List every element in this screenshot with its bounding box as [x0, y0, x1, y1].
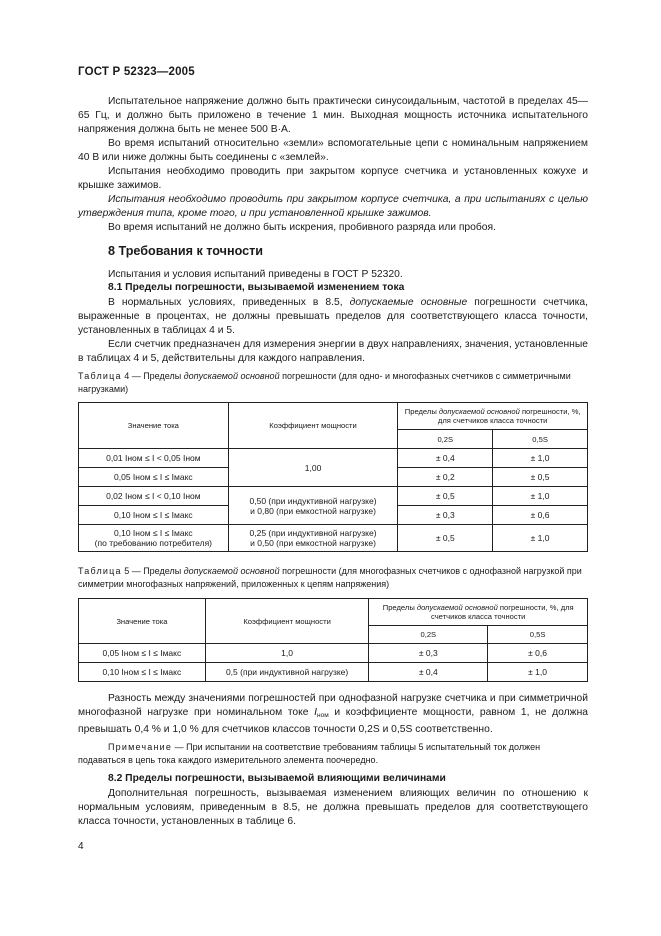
table-row-current: 0,02 Iном ≤ I < 0,10 Iном [79, 487, 229, 506]
page-number: 4 [78, 841, 84, 852]
table-5-header-pf: Коэффициент мощности [205, 599, 369, 644]
subsection-8-1-title: 8.1 Пределы погрешности, вызываемой изменением тока [108, 282, 405, 293]
paragraph-additional-error: Дополнительная погрешность, вызываемая изменением влияющих величин по отношению к нормальным условиям, приведенным в 8.5, не должна превышать пределов для соответствующего класса точности, установленных в таблице 6. [78, 788, 588, 828]
subsection-8-2-title: 8.2 Пределы погрешности, вызываемой влияющими величинами [108, 773, 446, 784]
table-4-caption: Таблица 4 — Пределы допускаемой основной погрешности (для одно- и многофазных счетчиков с симметричными нагрузками) [78, 371, 571, 394]
table-5-header-limits: Пределы допускаемой основной погрешности, %, для счетчиков класса точности [369, 599, 588, 626]
paragraph-bidirectional: Если счетчик предназначен для измерения энергии в двух направлениях, значения, установленные в таблицах 4 и 5, действительны для каждого направления. [78, 339, 588, 365]
table-4-pf-3: 0,25 (при индуктивной нагрузке) и 0,50 (при емкостной нагрузке) [228, 525, 398, 552]
table-cell: ± 0,4 [398, 449, 493, 468]
table-5-header-current: Значение тока [79, 599, 206, 644]
table-cell: ± 0,2 [398, 468, 493, 487]
table-cell: ± 1,0 [493, 449, 588, 468]
table-5-class-0-5s: 0,5S [488, 626, 588, 644]
table-cell: ± 0,3 [369, 644, 488, 663]
table-5-caption: Таблица 5 — Пределы допускаемой основной погрешности (для многофазных счетчиков с однофазной нагрузкой при симметрии многофазных напряжений, приложенных к цепям напряжения) [78, 566, 582, 589]
table-row-current: 0,05 Iном ≤ I ≤ Iмакс [79, 644, 206, 663]
document-header: ГОСТ Р 52323—2005 [78, 66, 195, 78]
table-cell: ± 1,0 [488, 663, 588, 682]
table-5 [78, 598, 588, 682]
note: Примечание — При испытании на соответствие требованиям таблицы 5 испытательный ток должен подаваться в цепь тока каждого измерительного элемента поочередно. [78, 742, 541, 765]
table-cell: ± 1,0 [493, 487, 588, 506]
table-4-header-limits: Пределы допускаемой основной погрешности, %, для счетчиков класса точности [398, 403, 588, 430]
table-4-pf-1: 1,00 [228, 449, 398, 487]
paragraph-normal-conditions: В нормальных условиях, приведенных в 8.5, допускаемые основные погрешности счетчика, выраженные в процентах, не должны превышать пределов для соответствующего класса точности, установленных в таблицах 4 и 5. [78, 297, 589, 337]
paragraph-ground: Во время испытаний относительно «земли» вспомогательные цепи с номинальным напряжением 40 В или ниже должны быть соединены с «землей». [78, 138, 588, 164]
paragraph-test-voltage: Испытательное напряжение должно быть практически синусоидальным, частотой в пределах 45—65 Гц, и должно быть приложено в течение 1 мин. Выходная мощность источника испытательного напряжения должна быть не менее 500 В·А. [78, 96, 588, 136]
table-cell: ± 0,6 [493, 506, 588, 525]
table-5-class-0-2s: 0,2S [369, 626, 488, 644]
table-row-current: 0,01 Iном ≤ I < 0,05 Iном [79, 449, 229, 468]
table-cell: ± 0,5 [398, 487, 493, 506]
table-4-pf-2: 0,50 (при индуктивной нагрузке) и 0,80 (при емкостной нагрузке) [228, 487, 398, 525]
paragraph-test-conditions: Испытания и условия испытаний приведены в ГОСТ Р 52320. [108, 269, 403, 280]
table-row-current: 0,10 Iном ≤ I ≤ Iмакс (по требованию потребителя) [79, 525, 229, 552]
table-row-current: 0,10 Iном ≤ I ≤ Iмакс [79, 663, 206, 682]
paragraph-no-sparking: Во время испытаний не должно быть искрения, пробивного разряда или пробоя. [108, 222, 496, 233]
table-cell: ± 0,4 [369, 663, 488, 682]
table-cell: 0,5 (при индуктивной нагрузке) [205, 663, 369, 682]
paragraph-difference: Разность между значениями погрешностей при однофазной нагрузке счетчика и при симметричной многофазной нагрузке при номинальном токе $I_{ном}$ и коэффициенте мощности, равном 1, не должна превышать 0,4 % и 1,0 % для счетчиков классов точности 0,2S и 0,5S соответственно. [78, 693, 588, 736]
table-row-current: 0,05 Iном ≤ I ≤ Iмакс [79, 468, 229, 487]
table-cell: 1,0 [205, 644, 369, 663]
table-cell: ± 0,3 [398, 506, 493, 525]
paragraph-closed-case: Испытания необходимо проводить при закрытом корпусе счетчика и установленных кожухе и крышке зажимов. [78, 166, 588, 192]
table-cell: ± 0,5 [493, 468, 588, 487]
table-cell: ± 0,6 [488, 644, 588, 663]
table-4-header-current: Значение тока [79, 403, 229, 449]
paragraph-type-approval: Испытания необходимо проводить при закрытом корпусе счетчика, а при испытаниях с целью утверждения типа, кроме того, и при установленной крышке зажимов. [78, 194, 588, 220]
table-cell: ± 1,0 [493, 525, 588, 552]
table-4-class-0-5s: 0,5S [493, 430, 588, 449]
table-cell: ± 0,5 [398, 525, 493, 552]
table-4-header-pf: Коэффициент мощности [228, 403, 398, 449]
table-4 [78, 402, 588, 552]
section-8-title: 8 Требования к точности [108, 244, 264, 258]
table-row-current: 0,10 Iном ≤ I ≤ Iмакс [79, 506, 229, 525]
table-4-class-0-2s: 0,2S [398, 430, 493, 449]
